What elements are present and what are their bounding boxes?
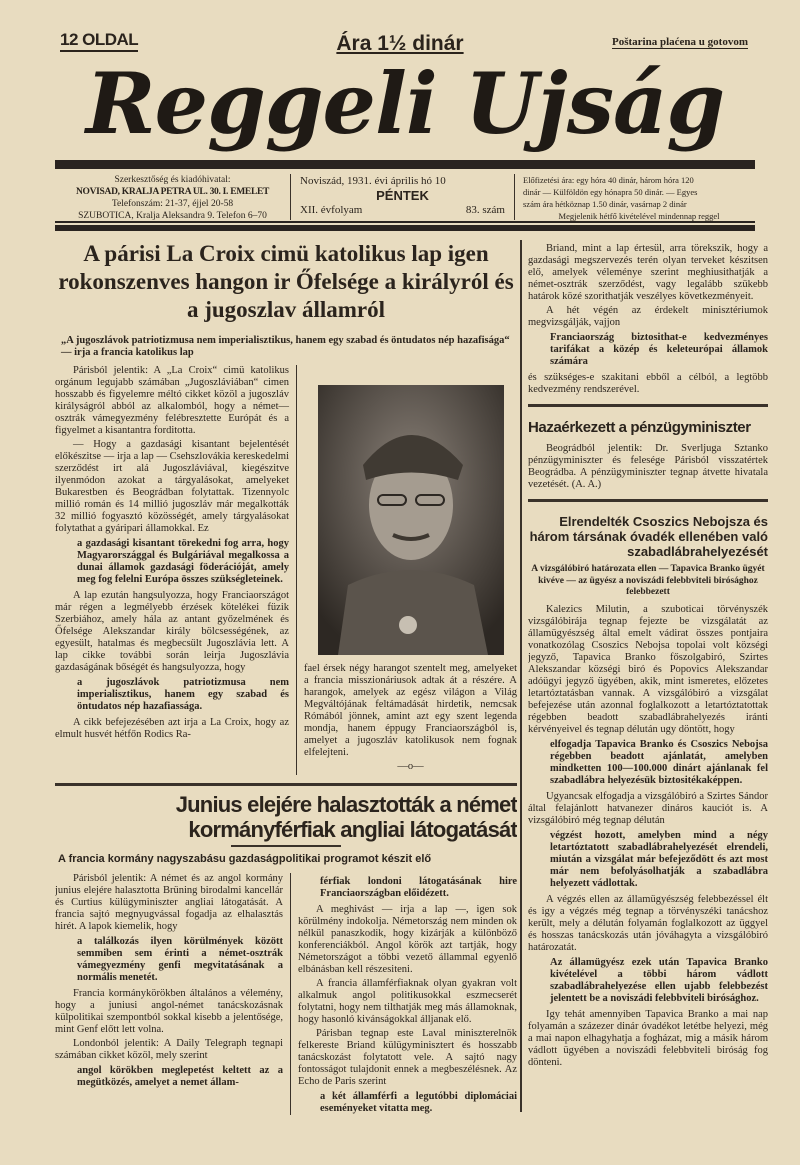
office-line: Telefonszám: 21-37, éjjel 20-58 xyxy=(111,199,234,209)
highlighted-paragraph: férfiak londoni látogatásának hire Franciaországban előidézett. xyxy=(320,876,517,899)
subscription-line: Megjelenik hétfő kivételével mindennap reggel xyxy=(558,211,720,221)
office-line: NOVISAD, KRALJA PETRA UL. 30. I. EMELET xyxy=(75,187,270,197)
article-column xyxy=(55,365,289,775)
article-subheadline: „A jugoszlávok patriotizmusa nem imperialisztikus, hanem egy szabad és öntudatos nép hazafisága“ — irja a francia katolikus lap xyxy=(61,335,510,358)
paragraph: Francia kormánykörökben általános a vélemény, hogy a juniusi angol-német tanácskozásnak külpolitikai szempontból sokkal kisebb a jelentősége, mint Genf előtt lett volna. xyxy=(55,988,283,1035)
right-section xyxy=(528,243,768,1115)
column-rule xyxy=(520,240,522,1112)
highlighted-paragraph: a két államférfi a legutóbbi diplomáciai eseményeket vitatta meg. xyxy=(320,1091,517,1114)
column-rule xyxy=(296,365,297,775)
rule xyxy=(55,221,755,223)
paragraph: Párisban tegnap este Laval miniszterelnök felkereste Briand külügyminisztert és hosszabb tanácskozást folytatott vele. A sajtó nagy fontosságot tulajdonit ennek a megbeszélésnek. Az Echo de Paris szerint xyxy=(298,1028,517,1087)
paragraph: A hét végén az érdekelt minisztériumok megvizsgálják, vajjon xyxy=(528,305,768,328)
issue-numbers xyxy=(300,203,505,217)
paragraph: fael érsek négy harangot szentelt meg, amelyeket a francia misszionáriusok adtak át a részére. A harangok, amelyek az egész világon a Világ Megváltójának feltámadását hirdetik, nemcsak Rómából jönnek, amint azt egy szent legenda mondja, hanem éppugy Franciaországból is, amelyet a jugoszláv katolikusok nem fognak elfelejteni. xyxy=(304,663,517,758)
office-info xyxy=(60,174,285,222)
paragraph: Igy tehát amennyiben Tapavica Branko a mai nap folyamán a százezer dinár óvadékot letétbe helyezi, még a mai napon elhagyhatja a fogházat, mig a másik három vádlott ügyében a noviszádi felebbviteli biróság fog dönteni. xyxy=(528,1008,768,1068)
paragraph: A cikk befejezésében azt irja a La Croix, hogy az elmult husvét hétfőn Rodics Ra- xyxy=(55,717,289,740)
issue-date: Noviszád, 1931. évi április hó 10 xyxy=(300,175,446,187)
rule xyxy=(55,783,517,786)
paragraph: A francia államférfiaknak olyan gyakran volt alkalmuk angol politikusokkal eszmecserét folytatni, hogy nem tilthatják meg más államoknak, hogy hasonló kivánságokkal álljanak elő. xyxy=(298,978,517,1025)
article-body xyxy=(528,443,768,491)
office-line: Szerkesztőség és kiadóhivatal: xyxy=(114,175,231,185)
highlighted-paragraph: Az államügyész ezek után Tapavica Branko kivételével a többi három vádlott szabadlábrahelyezése ellen ujabb felebbezést jelentett be a noviszádi felebbviteli birósághoz. xyxy=(550,956,768,1004)
article-headline: Elrendelték Csoszics Nebojsza és három társának óvadék ellenében való szabadlábrahelyezését xyxy=(529,514,768,559)
newspaper-logo: Reggeli Ujság xyxy=(85,54,725,153)
headline-rule xyxy=(231,845,341,847)
article-headline: Junius elejére halasztották a német kormányférfiak angliai látogatását xyxy=(175,792,517,842)
highlighted-paragraph: a találkozás ilyen körülmények között semmiben sem érinti a német-osztrák vámegyezmény genfi megvitatásának a normális menetét. xyxy=(77,936,283,983)
article-continuation xyxy=(528,243,768,396)
subscription-line: Előfizetési ára: egy hóra 40 dinár, három hóra 120 xyxy=(523,175,694,185)
rule xyxy=(528,499,768,502)
price: Ára 1½ dinár xyxy=(336,32,464,55)
photo-column xyxy=(304,365,517,775)
article-headline: A párisi La Croix cimü katolikus lap igen rokonszenves hangon ir Őfelsége a királyról és a jugoszlav államról xyxy=(58,241,514,322)
rule xyxy=(528,404,768,407)
highlighted-paragraph: elfogadja Tapavica Branko és Csoszics Nebojsa régebben beadott ajánlatát, amelyben mindketten 100—100.000 dinárt ajánlanak fel szabadlábra helyezésük biztositékaképpen. xyxy=(550,738,768,786)
paragraph: Ugyancsak elfogadja a vizsgálóbiró a Szirtes Sándor által felajánlott hatvanezer dináros kauciót is. A vizsgálóbiró még tegnap délután xyxy=(528,790,768,826)
portrait-photo xyxy=(318,385,504,655)
paragraph: A végzés ellen az államügyészség felebbezéssel élt és igy a végzés még tegnap a törvényszéki tanácshoz került, mely a délután folyamán foglalkozott az üggyel és hosszas tanácskozás után jóváhagyta a vizsgálóbiró határozatát. xyxy=(528,893,768,953)
masthead-rule xyxy=(55,160,755,169)
issue-info xyxy=(300,174,505,217)
article-headline: Hazaérkezett a pénzügyminiszter xyxy=(528,419,751,436)
paragraph: Londonból jelentik: A Daily Telegraph tegnapi számában cikket közöl, mely szerint xyxy=(55,1038,283,1061)
highlighted-paragraph: angol körökben meglepetést keltett az a megütközés, amelyet a nemet állam- xyxy=(77,1065,283,1088)
article-column xyxy=(298,873,517,1115)
highlighted-paragraph: a gazdasági kisantant törekedni fog arra, hogy Magyarországgal és Bulgáriával megalkossa a dunai államok gazdasági föderációját, amely meg fog felelni Európa összes szükségleteinek. xyxy=(77,538,289,585)
highlighted-paragraph: Franciaország biztosithat-e kedvezményes tarifákat a közép és keleteurópai államok számára xyxy=(550,332,768,367)
issue-weekday: PÉNTEK xyxy=(376,188,429,203)
paragraph: A meghivást — irja a lap —, igen sok körülmény indokolja. Németország nem minden ok nélkül panaszkodik, hogy kizárják a különböző konferenciákból. Angol körök azt tartják, hogy Németországot a többi vezető állammal egyenlő elbánásban kell részesiteni. xyxy=(298,904,517,975)
postage-note: Poštarina plaćena u gotovom xyxy=(612,36,748,48)
highlighted-paragraph: végzést hozott, amelyben mind a négy letartóztatott szabadlábrahelyezését elrendeli, miután a vizsgálat már befejeződött és azt most már nem befolyásolhatják a szabadlábra helyezett vádlottak. xyxy=(550,829,768,889)
divider xyxy=(514,174,515,220)
paragraph: és szükséges-e szakitani ebből a célból, a legtöbb kedvezmény rendszerével. xyxy=(528,372,768,395)
article-subheadline: A vizsgálóbiró határozata ellen — Tapavica Branko ügyét kivéve — az ügyész a noviszádi felebbviteli birósághoz felebbezett xyxy=(531,564,765,597)
divider xyxy=(290,174,291,220)
paragraph: Kalezics Milutin, a szuboticai törvényszék vizsgálóbirája tegnap fejezte be vizsgálatát az államügyészség által emelt vádirat összes pontjaira vonatkozólag Csoszics Nebojsa topolai volt községi jegyző, Tapavica Branko főszolgabiró, Szirtes Alekszandar községi biró és Popovics Alekszandar adóügyi jegyző ügyében, akik, mint ismeretes, előzetes letartóztatásban vannak. A vizsgálóbiró a vizsgálat befejezése után azonnal foglalkozott a letartóztatottak régebben beadott szabadlábrahelyezés iránti kérvényeivel és tegnap délután ugy döntött, hogy xyxy=(528,603,768,735)
article-column xyxy=(55,873,283,1115)
rule xyxy=(55,225,755,231)
paragraph: Briand, mint a lap értesül, arra törekszik, hogy a gazdasági megszervezés terén olyan terveket készitsen elő, amelyek véleménye szerint meghiusithatják a német-osztrák szerződést, vagy legalább szükebb határok közé szorithatják veszélyes következményeit. xyxy=(528,243,768,302)
article-subheadline: A francia kormány nagyszabásu gazdaságpolitikai programot készit elő xyxy=(58,853,432,865)
paragraph: Beográdból jelentik: Dr. Sverljuga Sztanko pénzügyminiszter és felesége Párisból visszatértek Beográdba. A pénzügyminiszter tegnap átvette hivatala vezetését. (A. A.) xyxy=(528,443,768,490)
paragraph: Párisból jelentik: A „La Croix“ cimü katolikus orgánum legujabb számában „Jugoszláviában“ cimen hosszabb és figyelemre méltó cikket közöl a jugoszláv királyságról abból az alkalomból, hogy a német—osztrák vámegyezmény felébresztette Európát és a figyelmet a kisantantra forditotta. xyxy=(55,365,289,436)
paragraph: A lap ezután hangsulyozza, hogy Franciaországot már régen a legmélyebb érzések kötelékei füzik Szerbiához, amely hála az antant győzelmének és Őfelsége Alekszandar király bölcsességének, az egyesült, hatalmas és megbecsült Jugoszlávia lett. A lap cikke további során leirja Jugoszlávia gazdaságának bőségét és hangsulyozza, hogy xyxy=(55,590,289,673)
office-line: SZUBOTICA, Kralja Aleksandra 9. Telefon 6–70 xyxy=(78,211,267,221)
paragraph: — Hogy a gazdasági kisantant bejelentését előkészitse — irja a lap — Csehszlovákia kereskedelmi szerződést irt alá Jugoszláviával, kiegészitve ilyenmódon azokat a tárgyalásokat, amelyeket Bukarestben és Beográdban folytattak. Tizennyolc millió román és 14 millió jugoszláv már megalkották 32 millió fogyasztó közösségét, amely tárgyalásokat folytathat a gyáripari államokkal. Ez xyxy=(55,439,289,534)
paragraph: Párisból jelentik: A német és az angol kormány junius elejére halasztotta Brüning birodalmi kancellár és Curtius külügyminiszter angliai látogatását. A francia sajtó megnyugvással fogadja az elhalasztás hirét. A lapok kiemelik, hogy xyxy=(55,873,283,932)
article-column xyxy=(304,663,517,775)
subscription-info xyxy=(523,174,755,222)
paragraph: —o— xyxy=(397,761,424,772)
highlighted-paragraph: a jugoszlávok patriotizmusa nem imperialisztikus, hanem egy szabad és öntudatos nép hazafiassága. xyxy=(77,677,289,712)
left-section xyxy=(55,240,517,1115)
column-rule xyxy=(290,873,291,1115)
subscription-line: szám ára hétköznap 1.50 dinár, vasárnap 2 dinár xyxy=(523,199,687,209)
article-columns xyxy=(55,365,517,775)
page-number: 12 OLDAL xyxy=(60,30,138,52)
issue-number: 83. szám xyxy=(465,204,505,216)
article-columns xyxy=(55,873,517,1115)
article-body xyxy=(528,604,768,1069)
subscription-line: dinár — Külföldön egy hónapra 50 dinár. — Egyes xyxy=(523,187,698,197)
portrait-image xyxy=(318,385,504,655)
volume: XII. évfolyam xyxy=(300,204,363,216)
